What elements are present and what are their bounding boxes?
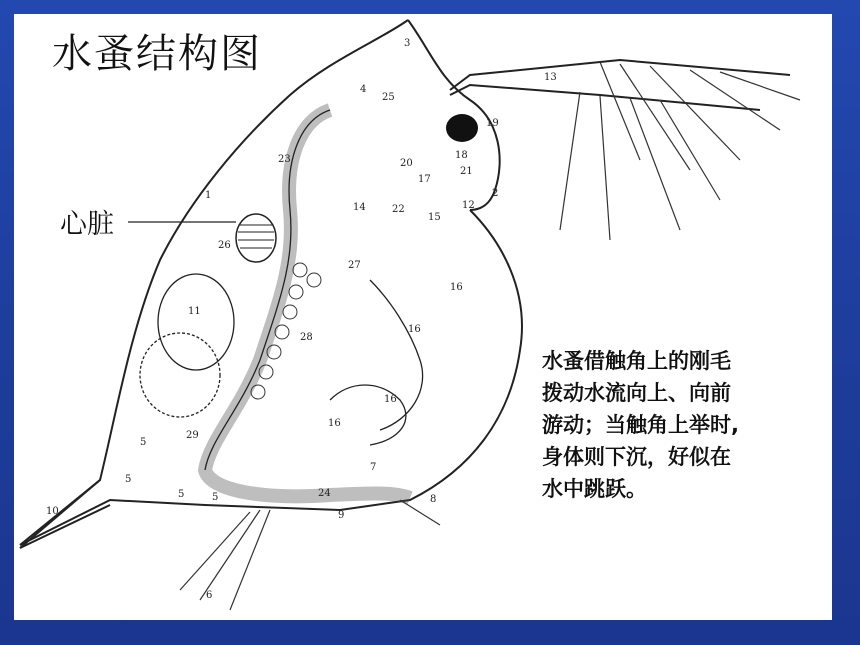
svg-text:7: 7: [370, 462, 377, 473]
svg-text:3: 3: [404, 38, 411, 49]
part-number-labels: [46, 38, 557, 601]
heart-label: 心脏: [60, 209, 114, 240]
svg-text:1: 1: [205, 190, 212, 201]
carapace-outline: [20, 20, 522, 545]
svg-text:6: 6: [206, 590, 213, 601]
svg-text:25: 25: [382, 92, 395, 103]
svg-text:12: 12: [462, 200, 475, 211]
svg-text:13: 13: [544, 72, 557, 83]
caption-line: 身体则下沉，好似在: [542, 445, 731, 469]
compound-eye: [446, 114, 478, 142]
svg-text:16: 16: [384, 394, 397, 405]
caption-line: 水蚤借触角上的刚毛: [542, 349, 731, 373]
caption-line: 游动；当触角上举时,: [542, 413, 739, 437]
heart-shape: [236, 214, 276, 262]
svg-text:5: 5: [212, 492, 219, 503]
svg-text:27: 27: [348, 260, 361, 271]
svg-text:17: 17: [418, 174, 431, 185]
svg-text:26: 26: [218, 240, 231, 251]
slide-title: 水蚤结构图: [52, 31, 262, 77]
svg-text:18: 18: [455, 150, 468, 161]
svg-text:15: 15: [428, 212, 441, 223]
svg-text:2: 2: [492, 188, 499, 199]
svg-text:20: 20: [400, 158, 413, 169]
svg-text:22: 22: [392, 204, 405, 215]
caption-line: 拨动水流向上、向前: [542, 381, 731, 405]
svg-text:10: 10: [46, 506, 59, 517]
svg-text:28: 28: [300, 332, 313, 343]
svg-text:19: 19: [486, 118, 499, 129]
svg-text:16: 16: [450, 282, 463, 293]
svg-text:4: 4: [360, 84, 367, 95]
tail-spine: [20, 480, 110, 548]
svg-text:5: 5: [125, 474, 132, 485]
svg-text:16: 16: [328, 418, 341, 429]
svg-text:29: 29: [186, 430, 199, 441]
gut: [205, 110, 410, 498]
svg-text:24: 24: [318, 488, 331, 499]
svg-text:16: 16: [408, 324, 421, 335]
svg-text:23: 23: [278, 154, 291, 165]
svg-text:9: 9: [338, 510, 345, 521]
svg-text:14: 14: [353, 202, 366, 213]
caption-line: 水中跳跃。: [542, 477, 647, 501]
caption-text: [542, 345, 814, 505]
svg-text:5: 5: [140, 437, 147, 448]
svg-text:5: 5: [178, 489, 185, 500]
svg-text:11: 11: [188, 306, 201, 317]
svg-text:21: 21: [460, 166, 473, 177]
svg-text:8: 8: [430, 494, 437, 505]
